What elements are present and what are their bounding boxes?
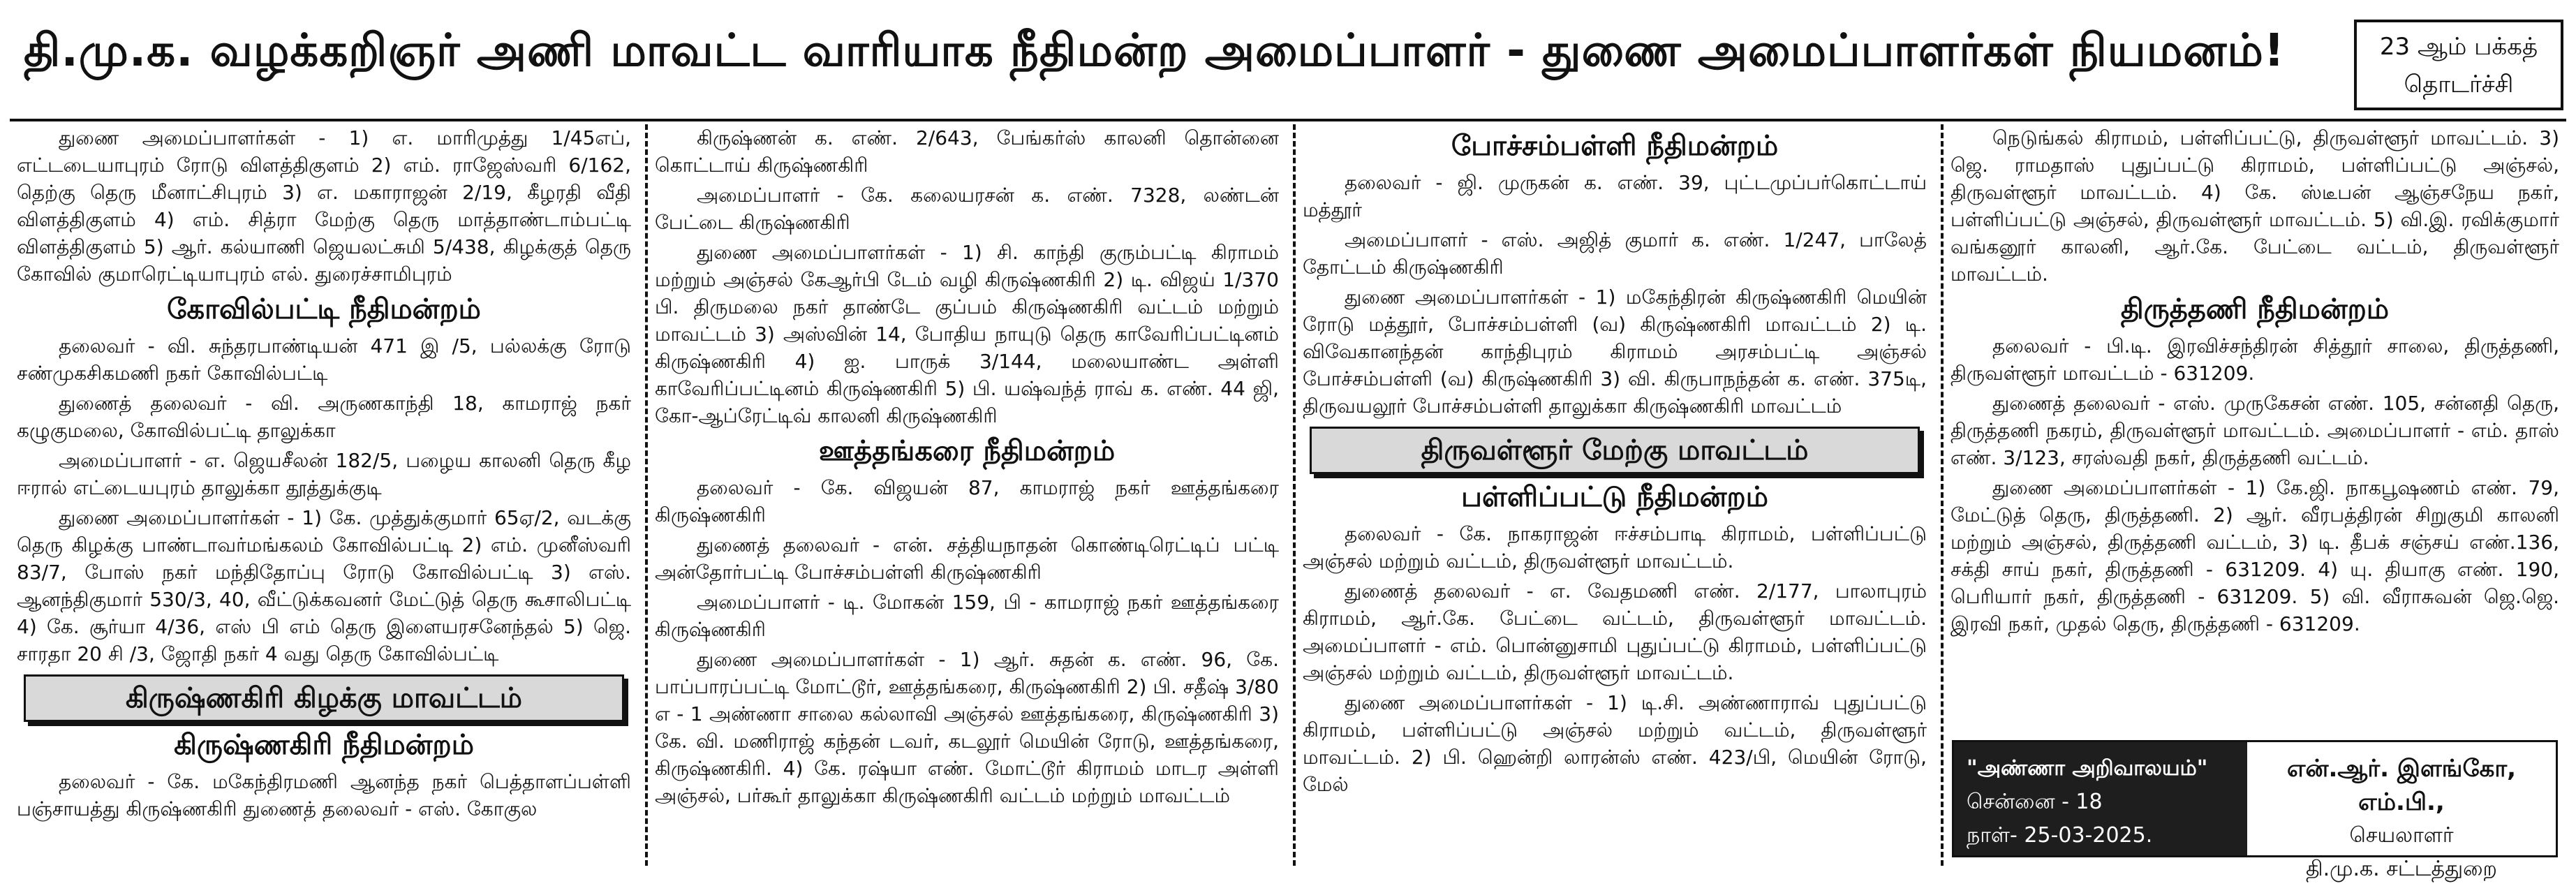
signatory-role: செயலாளர் xyxy=(2349,823,2454,848)
section-heading: போச்சம்பள்ளி நீதிமன்றம் xyxy=(1451,130,1779,162)
section-heading: கோவில்பட்டி நீதிமன்றம் xyxy=(167,293,481,325)
signature-box xyxy=(1952,740,2558,881)
paragraph: துணை அமைப்பாளர்கள் - 1) டி.சி. அண்ணாராவ் புதுப்பட்டு கிராமம், பள்ளிப்பட்டு அஞ்சல் மற்றும் வட்டம், திருவள்ளூர் மாவட்டம். 2) பி. ஹென்றி லாரன்ஸ் எண். 423/பி, மெயின் ரோடு, மேல் xyxy=(1303,691,1927,796)
section-heading: ஊத்தங்கரை நீதிமன்றம் xyxy=(818,435,1116,467)
paragraph: துணை அமைப்பாளர்கள் - 1) சி. காந்தி குரும்பட்டி கிராமம் மற்றும் அஞ்சல் கேஆர்பி டேம் வழி கிருஷ்ணகிரி 2) டி. விஜய் 1/370 பி. திருமலை நகர் தாண்டே குப்பம் கிருஷ்ணகிரி வட்டம் மற்றும் மாவட்டம் 3) அஸ்வின் 14, போதிய நாயுடு தெரு காவேரிப்பட்டினம் கிருஷ்ணகிரி 4) ஐ. பாருக் 3/144, மலையாண்ட அள்ளி காவேரிப்பட்டினம் கிருஷ்ணகிரி 5) பி. யஷ்வந்த் ராவ் க. எண். 44 ஜி, கோ-ஆப்ரேட்டிவ் காலனி கிருஷ்ணகிரி xyxy=(655,241,1279,427)
paragraph: நெடுங்கல் கிராமம், பள்ளிப்பட்டு, திருவள்ளூர் மாவட்டம். 3) ஜெ. ராமதாஸ் புதுப்பட்டு கிராமம், பள்ளிப்பட்டு அஞ்சல், திருவள்ளூர் மாவட்டம். 4) கே. ஸ்டீபன் ஆஞ்சநேய நகர், பள்ளிப்பட்டு அஞ்சல், திருவள்ளூர் மாவட்டம். 5) வி.இ. ரவிக்குமார் வங்கனூர் காலனி, ஆர்.கே. பேட்டை வட்டம், திருவள்ளூர் மாவட்டம். xyxy=(1950,126,2559,286)
section-heading: திருத்தணி நீதிமன்றம் xyxy=(2120,293,2390,325)
paragraph: தலைவர் - ஜி. முருகன் க. எண். 39, புட்டமுப்பர்கொட்டாய் மத்தூர் xyxy=(1303,171,1927,221)
page-title: தி.மு.க. வழக்கறிஞர் அணி மாவட்ட வாரியாக நீதிமன்ற அமைப்பாளர் - துணை அமைப்பாளர்கள் நியமனம்! xyxy=(24,25,2285,77)
paragraph: துணைத் தலைவர் - வி. அருணகாந்தி 18, காமராஜ் நகர் கழுகுமலை, கோவில்பட்டி தாலுக்கா xyxy=(17,392,631,442)
paragraph: துணைத் தலைவர் - எஸ். முருகேசன் எண். 105, சன்னதி தெரு, திருத்தணி நகரம், திருவள்ளூர் மாவட்டம். அமைப்பாளர் - எம். தாஸ் எண். 3/123, சரஸ்வதி நகர், திருத்தணி வட்டம். xyxy=(1950,392,2559,469)
section-heading: கிருஷ்ணகிரி நீதிமன்றம் xyxy=(174,729,474,761)
paragraph: தலைவர் - கே. விஜயன் 87, காமராஜ் நகர் ஊத்தங்கரை கிருஷ்ணகிரி xyxy=(655,476,1279,526)
signatory-name: என்.ஆர். இளங்கோ, எம்.பி., xyxy=(2286,755,2517,816)
paragraph: துணை அமைப்பாளர்கள் - 1) ஆர். சுதன் க. எண். 96, கே. பாப்பாரப்பட்டி மோட்டூர், ஊத்தங்கரை, கிருஷ்ணகிரி 2) பி. சதீஷ் 3/80 எ - 1 அண்ணா சாலை கல்லாவி அஞ்சல் ஊத்தங்கரை, கிருஷ்ணகிரி 3) கே. வி. மணிராஜ் கந்தன் டவர், கடலூர் மெயின் ரோடு, ஊத்தங்கரை, கிருஷ்ணகிரி. 4) கே. ரஷ்யா எண். மோட்டூர் கிராமம் மாடர அள்ளி அஞ்சல், பர்கூர் தாலுக்கா கிருஷ்ணகிரி வட்டம் மற்றும் மாவட்டம் xyxy=(655,648,1279,807)
paragraph: அமைப்பாளர் - எஸ். அஜித் குமார் க. எண். 1/247, பாலேத் தோட்டம் கிருஷ்ணகிரி xyxy=(1303,228,1927,279)
paragraph: அமைப்பாளர் - கே. கலையரசன் க. எண். 7328, லண்டன் பேட்டை கிருஷ்ணகிரி xyxy=(655,184,1279,234)
continuation-box xyxy=(2354,20,2563,110)
signatory-dept: தி.மு.க. சட்டத்துறை xyxy=(2306,857,2497,881)
paragraph: தலைவர் - கே. நாகராஜன் ஈச்சம்பாடி கிராமம், பள்ளிப்பட்டு அஞ்சல் மற்றும் வட்டம், திருவள்ளூர் மாவட்டம். xyxy=(1303,522,1927,573)
column-3 xyxy=(1293,124,1934,866)
paragraph: கிருஷ்ணன் க. எண். 2/643, பேங்கர்ஸ் காலனி தொன்னை கொட்டாய் கிருஷ்ணகிரி xyxy=(655,126,1279,177)
paragraph: துணைத் தலைவர் - என். சத்தியநாதன் கொண்டிரெட்டிப் பட்டி அன்தோர்பட்டி போச்சம்பள்ளி கிருஷ்ணகிரி xyxy=(655,533,1279,584)
paragraph: துணை அமைப்பாளர்கள் - 1) எ. மாரிமுத்து 1/45எப், எட்டடையாபுரம் ரோடு விளத்திகுளம் 2) எம். ராஜேஸ்வரி 6/162, தெற்கு தெரு மீனாட்சிபுரம் 3) எ. மகாராஜன் 2/19, கீழரதி வீதி விளத்திகுளம் 4) எம். சித்ரா மேற்கு தெரு மாத்தாண்டாம்பட்டி விளத்திகுளம் 5) ஆர். கல்யாணி ஜெயலட்சுமி 5/438, கிழக்குத் தெரு கோவில் குமாரெட்டியாபுரம் எல். துரைச்சாமிபுரம் xyxy=(17,126,631,286)
paragraph: தலைவர் - கே. மகேந்திரமணி ஆனந்த நகர் பெத்தாளப்பள்ளி பஞ்சாயத்து கிருஷ்ணகிரி துணைத் தலைவர் - எஸ். கோகுல xyxy=(17,770,631,820)
paragraph: அமைப்பாளர் - டி. மோகன் 159, பி - காமராஜ் நகர் ஊத்தங்கரை கிருஷ்ணகிரி xyxy=(655,591,1279,641)
paragraph: துணைத் தலைவர் - எ. வேதமணி எண். 2/177, பாலாபுரம் கிராமம், ஆர்.கே. பேட்டை வட்டம், திருவள்ளூர் மாவட்டம். அமைப்பாளர் - எம். பொன்னுசாமி புதுப்பட்டு கிராமம், பள்ளிப்பட்டு அஞ்சல் மற்றும் வட்டம், திருவள்ளூர் மாவட்டம். xyxy=(1303,579,1927,684)
paragraph: தலைவர் - வி. சுந்தரபாண்டியன் 471 இ /5, பல்லக்கு ரோடு சண்முகசிகமணி நகர் கோவில்பட்டி xyxy=(17,334,631,385)
paragraph: தலைவர் - பி.டி. இரவிச்சந்திரன் சித்தூர் சாலை, திருத்தணி, திருவள்ளூர் மாவட்டம் - 631209. xyxy=(1950,334,2559,385)
continuation-line-1: 23 ஆம் பக்கத் xyxy=(2379,33,2538,61)
paragraph: துணை அமைப்பாளர்கள் - 1) மகேந்திரன் கிருஷ்ணகிரி மெயின் ரோடு மத்தூர், போச்சம்பள்ளி (வ) கிருஷ்ணகிரி மாவட்டம் 2) டி. விவேகானந்தன் காந்திபுரம் கிராமம் அரசம்பட்டி அஞ்சல் போச்சம்பள்ளி (வ) கிருஷ்ணகிரி 3) வி. கிருபாநந்தன் க. எண். 375டி, திருவயலூர் போச்சம்பள்ளி தாலுக்கா கிருஷ்ணகிரி மாவட்டம் xyxy=(1303,286,1927,418)
column-2 xyxy=(645,124,1286,866)
office-city: சென்னை - 18 xyxy=(1967,790,2103,814)
issue-date: நாள்- 25-03-2025. xyxy=(1967,823,2153,848)
paragraph: அமைப்பாளர் - எ. ஜெயசீலன் 182/5, பழைய காலனி தெரு கீழ ஈரால் எட்டையபுரம் தாலுக்கா தூத்துக்குடி xyxy=(17,449,631,499)
header xyxy=(10,7,2566,121)
district-banner: கிருஷ்ணகிரி கிழக்கு மாவட்டம் xyxy=(24,674,624,722)
paragraph: துணை அமைப்பாளர்கள் - 1) கே.ஜி. நாகபூஷணம் எண். 79, மேட்டுத் தெரு, திருத்தணி. 2) ஆர். வீரபத்திரன் சிறுகுமி காலனி மற்றும் அஞ்சல், திருத்தணி வட்டம், 3) டி. தீபக் சஞ்சய் எண்.136, சக்தி சாய் நகர், திருத்தணி - 631209. 4) யு. தியாகு எண். 190, பெரியார் நகர், திருத்தணி - 631209. 5) வி. வீராசுவன் ஜெ.ஜெ. இரவி நகர், முதல் தெரு, திருத்தணி - 631209. xyxy=(1950,476,2559,635)
office-name: "அண்ணா அறிவாலயம்" xyxy=(1967,756,2208,781)
signatory xyxy=(2247,742,2556,881)
section-heading: பள்ளிப்பட்டு நீதிமன்றம் xyxy=(1461,481,1768,513)
column-1 xyxy=(10,124,638,866)
signature-address xyxy=(1954,742,2247,855)
continuation-line-2: தொடர்ச்சி xyxy=(2404,71,2514,98)
district-banner: திருவள்ளூர் மேற்கு மாவட்டம் xyxy=(1310,427,1920,474)
paragraph: துணை அமைப்பாளர்கள் - 1) கே. முத்துக்குமார் 65ஏ/2, வடக்கு தெரு கிழக்கு பாண்டாவர்மங்கலம் கோவில்பட்டி 2) எம். முனீஸ்வரி 83/7, போஸ் நகர் மந்திதோப்பு ரோடு கோவில்பட்டி 3) எஸ். ஆனந்திகுமார் 530/3, 40, வீட்டுக்கவனர் மேட்டுத் தெரு கூசாலிபட்டி 4) கே. சூர்யா 4/36, எஸ் பி எம் தெரு இளையரசனேந்தல் 5) ஜெ. சாரதா 20 சி /3, ஜோதி நகர் 4 வது தெரு கோவில்பட்டி xyxy=(17,506,631,665)
